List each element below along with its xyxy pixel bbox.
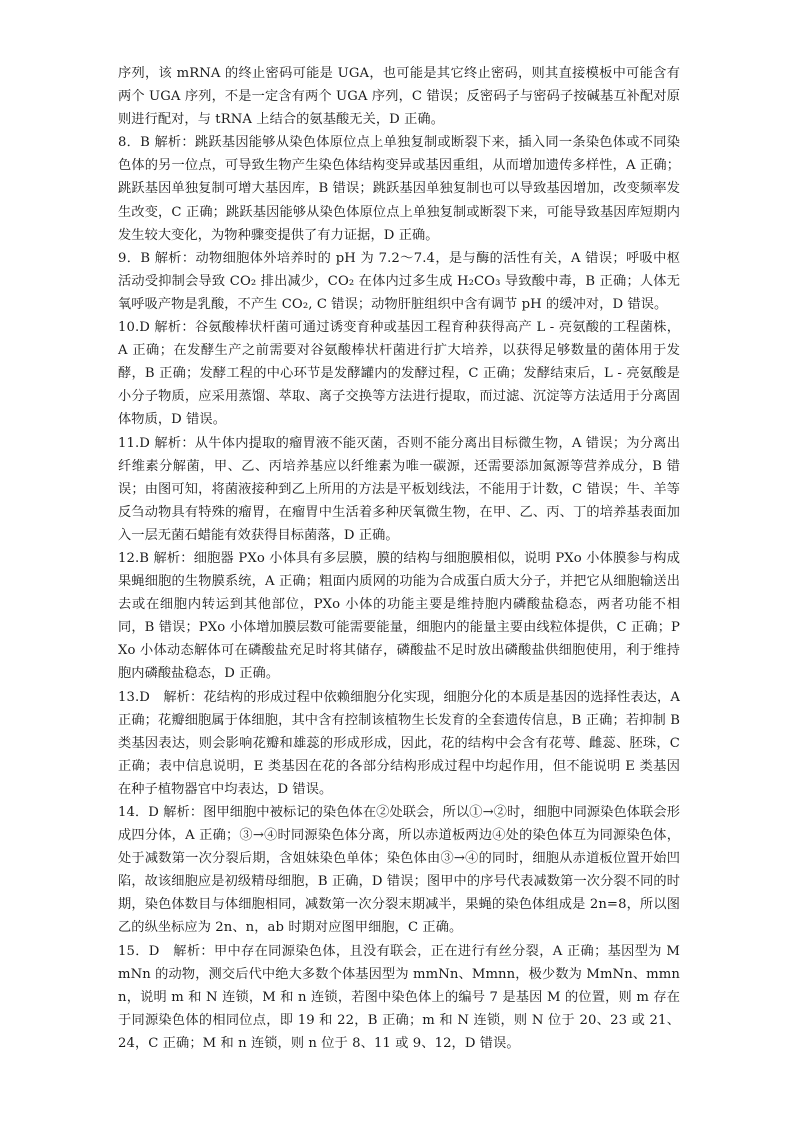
answer-document [118,62,680,1055]
paragraph-answer-13: 13.D 解析：花结构的形成过程中依赖细胞分化实现，细胞分化的本质是基因的选择性表达，A 正确；花瓣细胞属于体细胞，其中含有控制该植物生长发育的全套遗传信息，B 正确；若抑制 B 类基因表达，则会影响花瓣和雄蕊的形成形成，因此，花的结构中会含有花萼、雌蕊、胚珠，C 正确；表中信息说明，E 类基因在花的各部分结构形成过程中均起作用，但不能说明 E 类基因在种子植物器官中均表达，D 错误。 [118,689,680,797]
paragraph-answer-9: 9．B 解析：动物细胞体外培养时的 pH 为 7.2～7.4，是与酶的活性有关，A 错误；呼吸中枢活动受抑制会导致 CO₂ 排出减少，CO₂ 在体内过多生成 H₂CO₃ 导致酸中毒，B 正确；人体无氧呼吸产物是乳酸，不产生 CO₂, C 错误；动物肝脏组织中含有调节 pH 的缓冲对，D 错误。 [118,250,680,312]
paragraph-continuation-7: 序列，该 mRNA 的终止密码可能是 UGA，也可能是其它终止密码，则其直接模板中可能含有两个 UGA 序列，不是一定含有两个 UGA 序列，C 错误；反密码子与密码子按碱基互补配对原则进行配对，与 tRNA 上结合的氨基酸无关，D 正确。 [118,66,680,128]
paragraph-answer-12: 12.B 解析：细胞器 PXo 小体具有多层膜，膜的结构与细胞膜相似，说明 PXo 小体膜参与构成果蝇细胞的生物膜系统，A 正确；粗面内质网的功能为合成蛋白质大分子，并把它从细胞输送出去或在细胞内转运到其他部位，PXo 小体的功能主要是维持胞内磷酸盐稳态，两者功能不相同，B 错误；PXo 小体增加膜层数可能需要能量，细胞内的能量主要由线粒体提供，C 正确；PXo 小体动态解体可在磷酸盐充足时将其储存，磷酸盐不足时放出磷酸盐供细胞使用，利于维持胞内磷酸盐稳态，D 正确。 [118,550,680,682]
paragraph-answer-14: 14．D 解析：图甲细胞中被标记的染色体在②处联会，所以①→②时，细胞中同源染色体联会形成四分体，A 正确；③→④时同源染色体分离，所以赤道板两边④处的染色体互为同源染色体，处于减数第一次分裂后期，含姐妹染色单体；染色体由③→④的同时，细胞从赤道板位置开始凹陷，故该细胞应是初级精母细胞，B 正确，D 错误；图甲中的序号代表减数第一次分裂不同的时期，染色体数目与体细胞相同，减数第一次分裂末期减半，果蝇的染色体组成是 2n=8，所以图乙的纵坐标应为 2n、n，ab 时期对应图甲细胞，C 正确。 [118,805,680,936]
paragraph-answer-11: 11.D 解析：从牛体内提取的瘤胃液不能灭菌，否则不能分离出目标微生物，A 错误；为分离出纤维素分解菌，甲、乙、丙培养基应以纤维素为唯一碳源，还需要添加氮源等营养成分，B 错误；由图可知，将菌液接种到乙上所用的方法是平板划线法，不能用于计数，C 错误；牛、羊等反刍动物具有特殊的瘤胃，在瘤胃中生活着多种厌氧微生物，在甲、乙、丙、丁的培养基表面加入一层无菌石蜡能有效获得目标菌落，D 正确。 [118,435,680,543]
paragraph-answer-10: 10.D 解析：谷氨酸棒状杆菌可通过诱变育种或基因工程育种获得高产 L - 亮氨酸的工程菌株，A 正确；在发酵生产之前需要对谷氨酸棒状杆菌进行扩大培养，以获得足够数量的菌体用于发酵，B 正确；发酵工程的中心环节是发酵罐内的发酵过程，C 正确；发酵结束后，L - 亮氨酸是小分子物质，应采用蒸馏、萃取、离子交换等方法进行提取，而过滤、沉淀等方法适用于分离固体物质，D 错误。 [118,320,680,428]
paragraph-answer-8: 8．B 解析：跳跃基因能够从染色体原位点上单独复制或断裂下来，插入同一条染色体或不同染色体的另一位点，可导致生物产生染色体结构变异或基因重组，从而增加遗传多样性，A 正确；跳跃基因单独复制可增大基因库，B 错误；跳跃基因单独复制也可以导致基因增加，改变频率发生改变，C 正确；跳跃基因能够从染色体原位点上单独复制或断裂下来，可能导致基因库短期内发生较大变化，为物种骤变提供了有力证据，D 正确。 [118,135,680,243]
paragraph-answer-15: 15．D 解析：甲中存在同源染色体，且没有联会，正在进行有丝分裂，A 正确；基因型为 MmNn 的动物，测交后代中绝大多数个体基因型为 mmNn、Mmnn，极少数为 MmNn、mmnn，说明 m 和 N 连锁，M 和 n 连锁，若图中染色体上的编号 7 是基因 M 的位置，则 m 存在于同源染色体的相同位点，即 19 和 22，B 正确；m 和 N 连锁，则 N 位于 20、23 或 21、24，C 正确；M 和 n 连锁，则 n 位于 8、11 或 9、12，D 错误。 [118,943,680,1051]
